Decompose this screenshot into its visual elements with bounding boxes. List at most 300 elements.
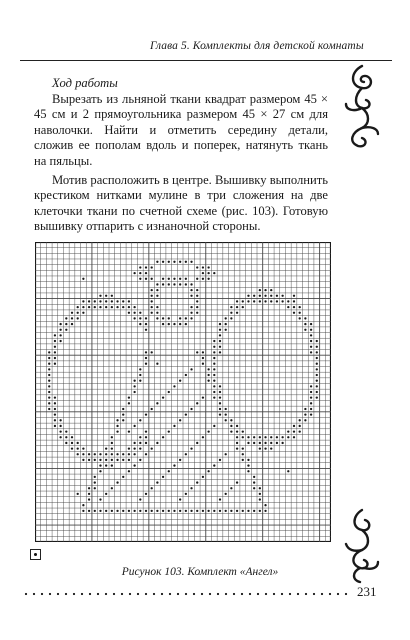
stitch-dot	[65, 430, 67, 432]
stitch-dot	[139, 266, 141, 268]
stitch-dot	[105, 295, 107, 297]
stitch-dot	[259, 300, 261, 302]
stitch-dot	[82, 453, 84, 455]
stitch-dot	[145, 430, 147, 432]
stitch-dot	[293, 436, 295, 438]
stitch-dot	[105, 510, 107, 512]
stitch-dot	[77, 312, 79, 314]
stitch-dot	[59, 419, 61, 421]
stitch-dot	[162, 317, 164, 319]
stitch-dot	[185, 261, 187, 263]
figure-caption: Рисунок 103. Комплект «Ангел»	[121, 566, 279, 578]
stitch-dot	[179, 510, 181, 512]
stitch-dot	[213, 357, 215, 359]
stitch-dot	[48, 397, 50, 399]
stitch-dot	[145, 510, 147, 512]
stitch-dot	[219, 351, 221, 353]
stitch-dot	[139, 278, 141, 280]
stitch-dot	[253, 481, 255, 483]
stitch-dot	[202, 363, 204, 365]
stitch-dot	[299, 317, 301, 319]
stitch-dot	[139, 419, 141, 421]
stitch-dot	[145, 442, 147, 444]
stitch-dot	[133, 464, 135, 466]
stitch-dot	[151, 312, 153, 314]
running-header: Глава 5. Комплекты для детской комнаты	[150, 40, 364, 52]
stitch-dot	[242, 447, 244, 449]
stitch-dot	[316, 363, 318, 365]
stitch-dot	[54, 346, 56, 348]
stitch-dot	[162, 436, 164, 438]
stitch-dot	[225, 323, 227, 325]
stitch-dot	[196, 266, 198, 268]
stitch-dot	[293, 306, 295, 308]
stitch-dot	[185, 317, 187, 319]
stitch-dot	[128, 510, 130, 512]
stitch-dot	[230, 317, 232, 319]
stitch-dot	[122, 453, 124, 455]
stitch-dot	[116, 306, 118, 308]
stitch-dot	[281, 442, 283, 444]
stitch-dot	[196, 312, 198, 314]
subheading: Ход работы	[52, 76, 118, 90]
stitch-dot	[213, 464, 215, 466]
stitch-dot	[111, 447, 113, 449]
stitch-dot	[236, 442, 238, 444]
stitch-dot	[162, 323, 164, 325]
stitch-dot	[133, 380, 135, 382]
stitch-dot	[190, 317, 192, 319]
stitch-dot	[168, 510, 170, 512]
stitch-dot	[48, 351, 50, 353]
stitch-dot	[310, 408, 312, 410]
stitch-dot	[54, 397, 56, 399]
stitch-dot	[139, 368, 141, 370]
stitch-dot	[59, 430, 61, 432]
stitch-dot	[276, 442, 278, 444]
stitch-dot	[185, 493, 187, 495]
stitch-dot	[179, 323, 181, 325]
stitch-dot	[213, 272, 215, 274]
stitch-dot	[207, 430, 209, 432]
stitch-dot	[316, 385, 318, 387]
stitch-dot	[111, 306, 113, 308]
stitch-dot	[111, 453, 113, 455]
stitch-dot	[59, 425, 61, 427]
stitch-dot	[139, 380, 141, 382]
stitch-dot	[48, 374, 50, 376]
stitch-dot	[128, 447, 130, 449]
stitch-dot	[82, 306, 84, 308]
chart-grid	[35, 242, 331, 542]
stitch-dot	[54, 340, 56, 342]
stitch-dot	[264, 289, 266, 291]
stitch-dot	[310, 391, 312, 393]
stitch-dot	[219, 329, 221, 331]
stitch-dot	[287, 306, 289, 308]
stitch-dot	[122, 413, 124, 415]
stitch-dot	[213, 346, 215, 348]
stitch-dot	[247, 295, 249, 297]
stitch-dot	[202, 266, 204, 268]
stitch-dot	[293, 300, 295, 302]
legend-symbol-icon	[30, 549, 41, 560]
stitch-dot	[151, 351, 153, 353]
stitch-dot	[122, 476, 124, 478]
stitch-dot	[219, 391, 221, 393]
stitch-dot	[99, 464, 101, 466]
stitch-dot	[225, 493, 227, 495]
stitch-dot	[179, 380, 181, 382]
stitch-dot	[54, 408, 56, 410]
stitch-dot	[259, 487, 261, 489]
stitch-dot	[145, 436, 147, 438]
stitch-dot	[88, 493, 90, 495]
stitch-dot	[259, 436, 261, 438]
stitch-dot	[71, 317, 73, 319]
stitch-dot	[304, 317, 306, 319]
stitch-dot	[207, 374, 209, 376]
stitch-dot	[242, 436, 244, 438]
stitch-dot	[253, 436, 255, 438]
stitch-dot	[65, 323, 67, 325]
stitch-dot	[111, 510, 113, 512]
stitch-dot	[116, 300, 118, 302]
stitch-dot	[264, 436, 266, 438]
stitch-dot	[128, 470, 130, 472]
stitch-dot	[207, 380, 209, 382]
stitch-dot	[105, 493, 107, 495]
stitch-dot	[82, 300, 84, 302]
stitch-dot	[219, 402, 221, 404]
stitch-dot	[253, 476, 255, 478]
stitch-dot	[202, 510, 204, 512]
stitch-dot	[219, 413, 221, 415]
stitch-dot	[293, 430, 295, 432]
stitch-dot	[139, 374, 141, 376]
stitch-dot	[264, 510, 266, 512]
stitch-dot	[94, 481, 96, 483]
stitch-dot	[133, 272, 135, 274]
stitch-dot	[190, 447, 192, 449]
stitch-dot	[77, 317, 79, 319]
stitch-dot	[253, 295, 255, 297]
stitch-dot	[304, 408, 306, 410]
stitch-dot	[304, 329, 306, 331]
stitch-dot	[190, 261, 192, 263]
stitch-dot	[264, 447, 266, 449]
stitch-dot	[94, 487, 96, 489]
stitch-dot	[111, 300, 113, 302]
stitch-dot	[185, 413, 187, 415]
stitch-dot	[259, 295, 261, 297]
stitch-dot	[310, 402, 312, 404]
stitch-dot	[59, 340, 61, 342]
stitch-dot	[116, 430, 118, 432]
stitch-dot	[128, 430, 130, 432]
stitch-dot	[122, 300, 124, 302]
stitch-dot	[151, 447, 153, 449]
stitch-dot	[179, 419, 181, 421]
stitch-dot	[270, 442, 272, 444]
stitch-dot	[230, 419, 232, 421]
stitch-dot	[253, 442, 255, 444]
stitch-dot	[82, 278, 84, 280]
stitch-dot	[185, 374, 187, 376]
stitch-dot	[259, 493, 261, 495]
stitch-dot	[128, 453, 130, 455]
stitch-dot	[151, 408, 153, 410]
stitch-dot	[54, 334, 56, 336]
stitch-dot	[156, 442, 158, 444]
stitch-dot	[133, 453, 135, 455]
stitch-dot	[133, 312, 135, 314]
stitch-dot	[77, 306, 79, 308]
stitch-dot	[196, 306, 198, 308]
stitch-dot	[116, 425, 118, 427]
stitch-dot	[65, 317, 67, 319]
stitch-dot	[88, 300, 90, 302]
stitch-dot	[287, 470, 289, 472]
stitch-dot	[310, 346, 312, 348]
stitch-dot	[168, 391, 170, 393]
stitch-dot	[247, 459, 249, 461]
stitch-dot	[299, 425, 301, 427]
stitch-dot	[196, 289, 198, 291]
stitch-dot	[219, 397, 221, 399]
stitch-dot	[259, 510, 261, 512]
stitch-dot	[156, 289, 158, 291]
stitch-dot	[133, 391, 135, 393]
legend-dot-icon	[34, 553, 37, 556]
ornament-bottom-icon	[340, 506, 384, 586]
stitch-dot	[99, 459, 101, 461]
stitch-dot	[65, 442, 67, 444]
stitch-dot	[304, 413, 306, 415]
stitch-dot	[213, 391, 215, 393]
stitch-dot	[281, 295, 283, 297]
stitch-dot	[145, 413, 147, 415]
stitch-dot	[213, 380, 215, 382]
stitch-dot	[230, 306, 232, 308]
stitch-dot	[207, 266, 209, 268]
stitch-dot	[145, 317, 147, 319]
stitch-dot	[219, 340, 221, 342]
stitch-dot	[264, 442, 266, 444]
stitch-dot	[202, 278, 204, 280]
stitch-dot	[116, 510, 118, 512]
stitch-dot	[264, 300, 266, 302]
stitch-dot	[202, 397, 204, 399]
stitch-dot	[105, 464, 107, 466]
stitch-dot	[151, 487, 153, 489]
stitch-dot	[179, 498, 181, 500]
stitch-dot	[151, 510, 153, 512]
stitch-dot	[128, 300, 130, 302]
stitch-dot	[139, 498, 141, 500]
stitch-dot	[105, 300, 107, 302]
stitch-dot	[88, 510, 90, 512]
stitch-dot	[310, 329, 312, 331]
stitch-dot	[122, 306, 124, 308]
stitch-dot	[230, 487, 232, 489]
stitch-dot	[213, 351, 215, 353]
stitch-dot	[99, 470, 101, 472]
stitch-dot	[54, 413, 56, 415]
stitch-dot	[236, 510, 238, 512]
header-rule	[20, 60, 392, 61]
stitch-dot	[225, 317, 227, 319]
stitch-dot	[173, 261, 175, 263]
stitch-dot	[173, 385, 175, 387]
stitch-dot	[242, 430, 244, 432]
stitch-dot	[162, 476, 164, 478]
stitch-dot	[77, 453, 79, 455]
stitch-dot	[225, 453, 227, 455]
stitch-dot	[59, 436, 61, 438]
stitch-dot	[179, 261, 181, 263]
stitch-dot	[133, 447, 135, 449]
stitch-dot	[173, 510, 175, 512]
stitch-dot	[190, 295, 192, 297]
stitch-dot	[270, 289, 272, 291]
stitch-dot	[82, 447, 84, 449]
stitch-dot	[190, 289, 192, 291]
stitch-dot	[54, 357, 56, 359]
stitch-dot	[270, 300, 272, 302]
stitch-dot	[162, 397, 164, 399]
stitch-dot	[156, 261, 158, 263]
stitch-dot	[196, 481, 198, 483]
stitch-dot	[202, 272, 204, 274]
stitch-dot	[168, 278, 170, 280]
stitch-dot	[71, 312, 73, 314]
stitch-dot	[145, 329, 147, 331]
stitch-dot	[122, 419, 124, 421]
stitch-dot	[213, 374, 215, 376]
stitch-dot	[151, 295, 153, 297]
stitch-dot	[236, 300, 238, 302]
stitch-dot	[105, 447, 107, 449]
stitch-dot	[99, 453, 101, 455]
stitch-dot	[94, 476, 96, 478]
stitch-dot	[48, 408, 50, 410]
stitch-dot	[88, 498, 90, 500]
stitch-dot	[65, 329, 67, 331]
stitch-dot	[230, 425, 232, 427]
stitch-dot	[82, 504, 84, 506]
stitch-dot	[59, 323, 61, 325]
stitch-dot	[71, 323, 73, 325]
stitch-dot	[122, 408, 124, 410]
chart-gridlines	[35, 242, 331, 542]
stitch-dot	[276, 300, 278, 302]
stitch-dot	[304, 323, 306, 325]
stitch-dot	[190, 510, 192, 512]
stitch-dot	[219, 459, 221, 461]
stitch-dot	[247, 470, 249, 472]
stitch-dot	[225, 510, 227, 512]
stitch-dot	[116, 459, 118, 461]
stitch-dot	[128, 306, 130, 308]
paragraph-2: Мотив расположить в центре. Вышивку выполнить крестиком нитками мулине в три сложения на две клеточки ткани по счетной схеме (рис. 103). Готовую вышивку отпарить с изнаночной стороны.	[34, 172, 328, 234]
stitch-dot	[179, 283, 181, 285]
stitch-dot	[299, 306, 301, 308]
stitch-dot	[54, 402, 56, 404]
stitch-dot	[179, 317, 181, 319]
stitch-dot	[162, 510, 164, 512]
stitch-dot	[236, 436, 238, 438]
stitch-dot	[316, 380, 318, 382]
stitch-dot	[111, 464, 113, 466]
stitch-dot	[213, 397, 215, 399]
stitch-dot	[116, 453, 118, 455]
stitch-dot	[111, 442, 113, 444]
stitch-dot	[185, 510, 187, 512]
stitch-dot	[213, 385, 215, 387]
stitch-dot	[145, 266, 147, 268]
stitch-dot	[242, 306, 244, 308]
stitch-dot	[219, 408, 221, 410]
stitch-dot	[293, 295, 295, 297]
stitch-dot	[316, 397, 318, 399]
stitch-dot	[151, 300, 153, 302]
stitch-dot	[253, 487, 255, 489]
stitch-dot	[139, 323, 141, 325]
stitch-dot	[105, 306, 107, 308]
stitch-dot	[54, 363, 56, 365]
stitch-dot	[276, 295, 278, 297]
stitch-dot	[316, 368, 318, 370]
stitch-dot	[145, 493, 147, 495]
stitch-dot	[77, 447, 79, 449]
stitch-dot	[264, 504, 266, 506]
stitch-dot	[270, 447, 272, 449]
stitch-dot	[156, 363, 158, 365]
stitch-dot	[71, 436, 73, 438]
stitch-dot	[207, 272, 209, 274]
stitch-dot	[253, 300, 255, 302]
stitch-dot	[196, 402, 198, 404]
stitch-dot	[310, 334, 312, 336]
stitch-dot	[225, 419, 227, 421]
stitch-dot	[299, 419, 301, 421]
stitch-dot	[151, 266, 153, 268]
stitch-dot	[236, 430, 238, 432]
stitch-dot	[156, 402, 158, 404]
stitch-dot	[133, 385, 135, 387]
stitch-dot	[213, 368, 215, 370]
stitch-dot	[310, 351, 312, 353]
stitch-dot	[202, 436, 204, 438]
stitch-dot	[219, 334, 221, 336]
stitch-dot	[179, 459, 181, 461]
stitch-dot	[145, 278, 147, 280]
stitch-dot	[213, 340, 215, 342]
stitch-dot	[259, 498, 261, 500]
stitch-dot	[128, 312, 130, 314]
ornament-top-icon	[340, 62, 384, 150]
stitch-dot	[116, 419, 118, 421]
stitch-dot	[48, 363, 50, 365]
stitch-dot	[156, 481, 158, 483]
stitch-dot	[207, 510, 209, 512]
stitch-dot	[185, 278, 187, 280]
page-number: 231	[357, 584, 377, 599]
stitch-dot	[151, 289, 153, 291]
stitch-dot	[99, 510, 101, 512]
stitch-dot	[168, 317, 170, 319]
